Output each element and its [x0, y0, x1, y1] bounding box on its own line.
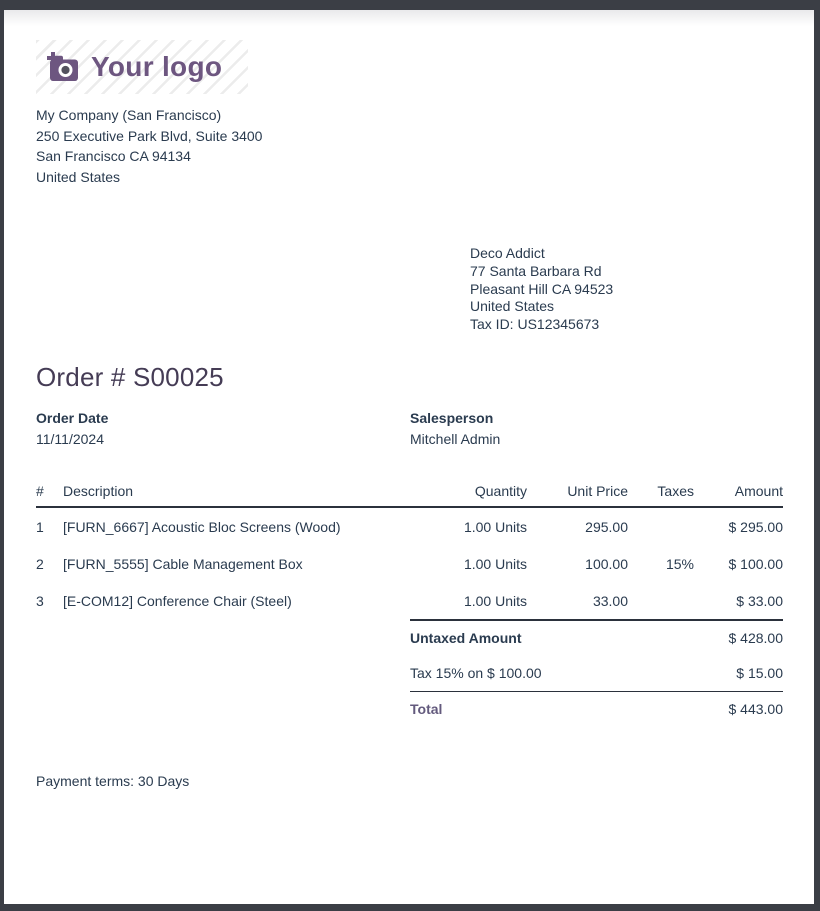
tax-row [410, 656, 783, 691]
row-unit-price: 100.00 [585, 555, 628, 572]
row-taxes [628, 582, 694, 619]
header-description: Description [63, 483, 427, 507]
total-value: $ 443.00 [728, 700, 783, 717]
company-city: San Francisco CA 94134 [36, 148, 191, 164]
payment-terms: Payment terms: 30 Days [36, 772, 190, 789]
row-num: 2 [36, 555, 44, 572]
row-taxes [628, 507, 694, 545]
customer-country: United States [470, 298, 555, 315]
customer-address [470, 245, 783, 334]
row-num: 1 [36, 518, 44, 535]
order-title: Order # S00025 [36, 361, 224, 392]
document-page [4, 10, 814, 904]
row-num: 3 [36, 592, 44, 609]
customer-street: 77 Santa Barbara Rd [470, 262, 602, 279]
total-label: Total [410, 700, 443, 717]
totals-section [410, 619, 783, 727]
order-date-block [36, 408, 410, 450]
row-quantity: 1.00 Units [463, 592, 527, 609]
order-date-value: 11/11/2024 [36, 430, 104, 447]
header-quantity: Quantity [427, 483, 527, 507]
table-header [36, 483, 783, 507]
row-description: [FURN_6667] Acoustic Bloc Screens (Wood) [63, 518, 341, 535]
header-unit-price: Unit Price [527, 483, 628, 507]
company-name: My Company (San Francisco) [36, 107, 222, 123]
header-num: # [36, 483, 63, 507]
row-quantity: 1.00 Units [463, 555, 527, 572]
order-date-label: Order Date [36, 409, 109, 426]
total-row [410, 691, 783, 727]
row-amount: $ 295.00 [728, 518, 783, 535]
company-address [36, 105, 783, 187]
customer-name: Deco Addict [470, 245, 545, 261]
order-lines-table [36, 483, 783, 619]
header-taxes: Taxes [628, 483, 694, 507]
row-unit-price: 295.00 [585, 518, 628, 535]
company-logo [36, 40, 248, 94]
table-row [36, 545, 783, 582]
company-country: United States [36, 168, 121, 185]
customer-tax-id: Tax ID: US12345673 [470, 316, 600, 333]
header-amount: Amount [694, 483, 783, 507]
salesperson-block [410, 408, 500, 450]
camera-plus-icon [46, 52, 80, 83]
customer-city: Pleasant Hill CA 94523 [470, 280, 614, 297]
salesperson-label: Salesperson [410, 409, 494, 426]
row-amount: $ 100.00 [728, 555, 783, 572]
untaxed-amount-row [410, 619, 783, 656]
row-description: [E-COM12] Conference Chair (Steel) [63, 592, 292, 609]
order-info [36, 408, 783, 450]
logo-text: Your logo [91, 51, 223, 82]
row-unit-price: 33.00 [592, 592, 628, 609]
untaxed-amount-label: Untaxed Amount [410, 629, 522, 646]
document-content [4, 10, 814, 789]
tax-label: Tax 15% on $ 100.00 [410, 664, 542, 681]
row-quantity: 1.00 Units [463, 518, 527, 535]
tax-value: $ 15.00 [736, 664, 783, 681]
table-row [36, 507, 783, 545]
company-street: 250 Executive Park Blvd, Suite 3400 [36, 127, 263, 144]
row-description: [FURN_5555] Cable Management Box [63, 555, 303, 572]
row-taxes: 15% [665, 555, 694, 572]
table-row [36, 582, 783, 619]
untaxed-amount-value: $ 428.00 [728, 629, 783, 646]
row-amount: $ 33.00 [736, 592, 783, 609]
salesperson-value: Mitchell Admin [410, 430, 501, 447]
